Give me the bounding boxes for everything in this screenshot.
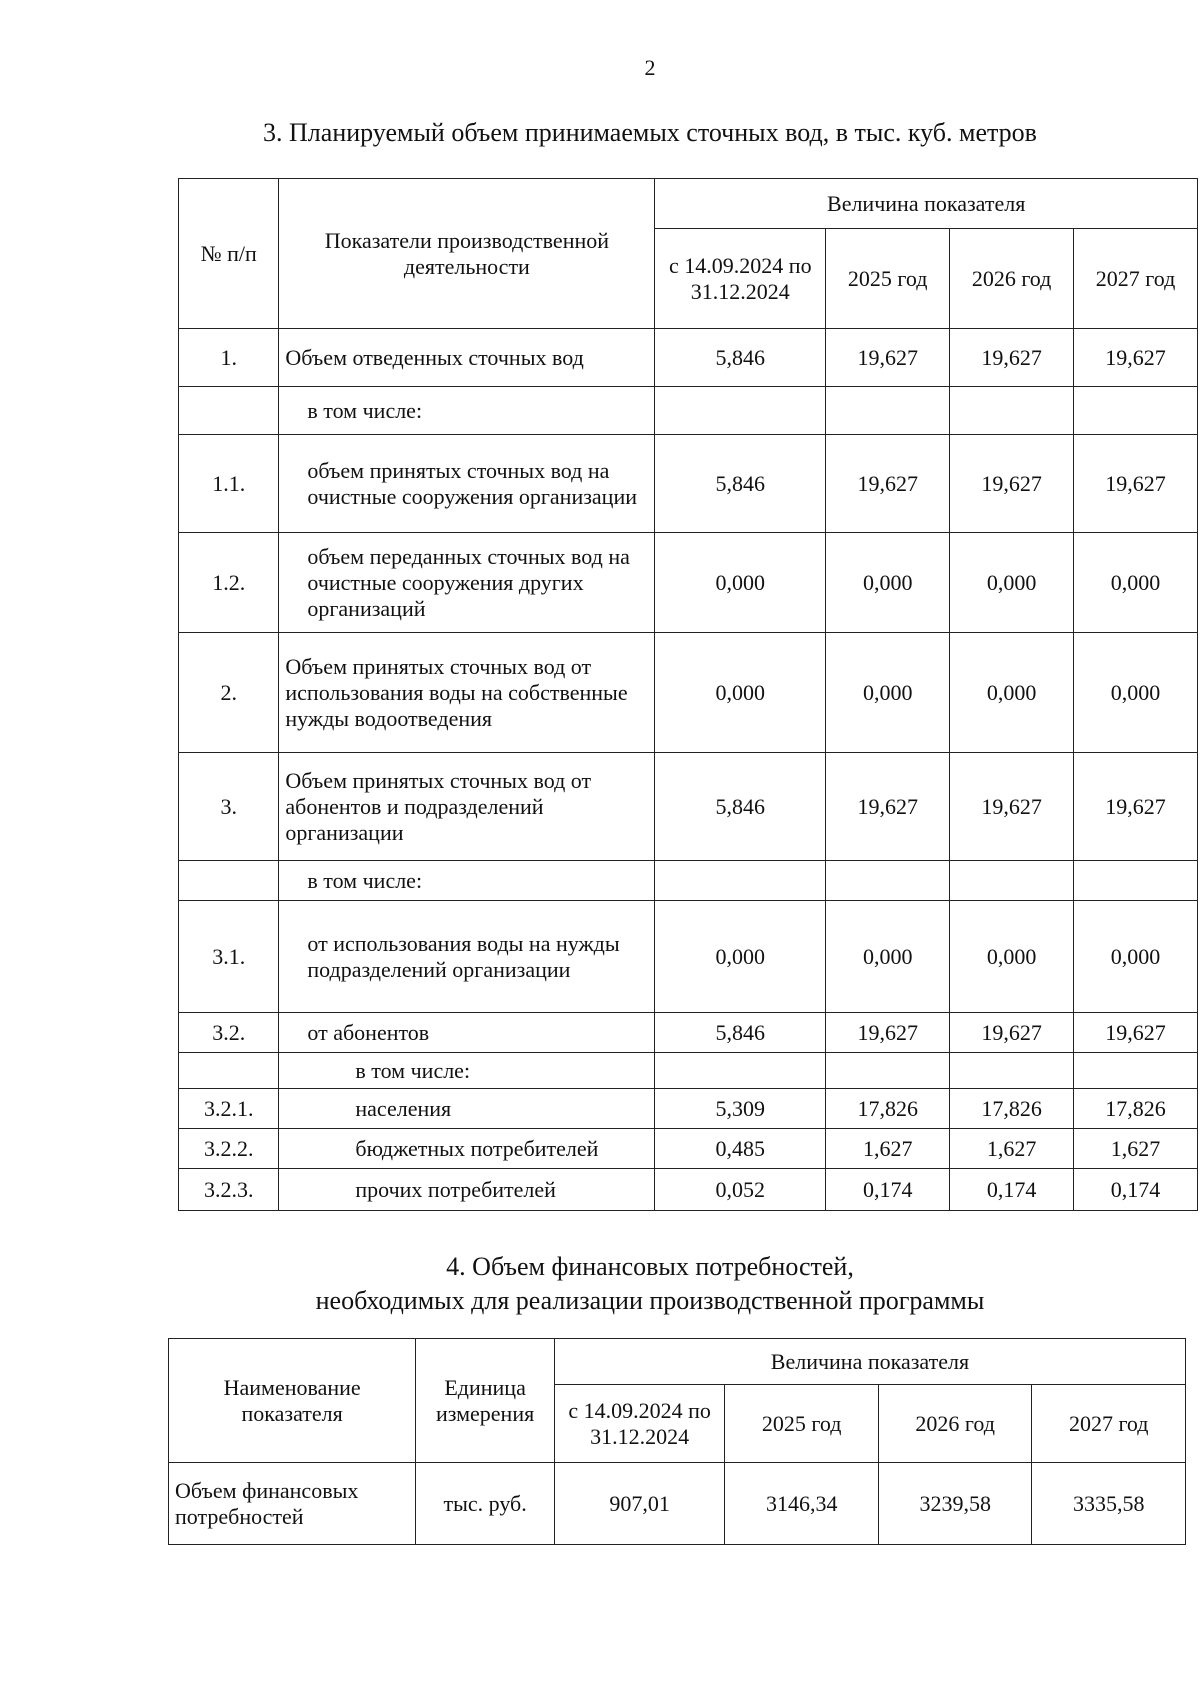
table-row [179, 1169, 1198, 1211]
row-label: в том числе: [279, 387, 655, 435]
row-num: 3.1. [179, 901, 279, 1013]
row-value: 19,627 [826, 1013, 950, 1053]
table-row [179, 861, 1198, 901]
row-value: 19,627 [1074, 1013, 1198, 1053]
row-value: 0,000 [826, 633, 950, 753]
row-value: 0,174 [950, 1169, 1074, 1211]
row-value: 0,052 [655, 1169, 826, 1211]
row-label: от использования воды на нужды подразделений организации [279, 901, 655, 1013]
row-value: 1,627 [950, 1129, 1074, 1169]
row-value: 5,846 [655, 1013, 826, 1053]
row-value [950, 861, 1074, 901]
row-label: населения [279, 1089, 655, 1129]
financial-needs-table [168, 1338, 1186, 1545]
row-label: прочих потребителей [279, 1169, 655, 1211]
row-num: 3.2. [179, 1013, 279, 1053]
row-value: 0,174 [1074, 1169, 1198, 1211]
row-value: 17,826 [1074, 1089, 1198, 1129]
row-num: 1.1. [179, 435, 279, 533]
row-value [826, 1053, 950, 1089]
row-num [179, 1053, 279, 1089]
row-value: 19,627 [1074, 753, 1198, 861]
row-value: 0,000 [1074, 901, 1198, 1013]
row-value: 17,826 [950, 1089, 1074, 1129]
row-value: 0,000 [950, 533, 1074, 633]
header-value-group: Величина показателя [554, 1339, 1185, 1385]
row-value: 5,309 [655, 1089, 826, 1129]
row-label: в том числе: [279, 861, 655, 901]
table-row [179, 901, 1198, 1013]
row-value [826, 861, 950, 901]
row-value: 3239,58 [878, 1463, 1032, 1545]
row-value: 0,000 [950, 901, 1074, 1013]
row-value: 0,000 [826, 901, 950, 1013]
row-value [826, 387, 950, 435]
row-label: бюджетных потребителей [279, 1129, 655, 1169]
header-period: 2025 год [826, 229, 950, 329]
header-period: 2027 год [1032, 1385, 1186, 1463]
table-row [179, 1089, 1198, 1129]
row-value [655, 387, 826, 435]
row-value: 3335,58 [1032, 1463, 1186, 1545]
row-value [950, 387, 1074, 435]
row-value: 1,627 [826, 1129, 950, 1169]
header-period: 2026 год [878, 1385, 1032, 1463]
row-label: объем переданных сточных вод на очистные сооружения других организаций [279, 533, 655, 633]
row-value: 17,826 [826, 1089, 950, 1129]
row-num [179, 387, 279, 435]
row-label: объем принятых сточных вод на очистные сооружения организации [279, 435, 655, 533]
section4-title-line2: необходимых для реализации производственной программы [315, 1286, 985, 1315]
row-value: 5,846 [655, 435, 826, 533]
section4-title [0, 1250, 1200, 1318]
row-label: Объем принятых сточных вод от использования воды на собственные нужды водоотведения [279, 633, 655, 753]
row-num: 3.2.1. [179, 1089, 279, 1129]
row-value: 0,174 [826, 1169, 950, 1211]
row-value: 0,000 [655, 633, 826, 753]
row-value [1074, 1053, 1198, 1089]
header-period: 2027 год [1074, 229, 1198, 329]
table-row [179, 387, 1198, 435]
row-value: 0,485 [655, 1129, 826, 1169]
row-label: от абонентов [279, 1013, 655, 1053]
row-num: 1.2. [179, 533, 279, 633]
header-period: 2026 год [950, 229, 1074, 329]
row-num: 2. [179, 633, 279, 753]
row-label: Объем отведенных сточных вод [279, 329, 655, 387]
row-value: 19,627 [950, 329, 1074, 387]
row-label: Объем финансовых потребностей [169, 1463, 416, 1545]
table-row [179, 1053, 1198, 1089]
row-value [950, 1053, 1074, 1089]
table-row [179, 1013, 1198, 1053]
row-value [1074, 861, 1198, 901]
table-row [179, 1129, 1198, 1169]
header-num: № п/п [179, 179, 279, 329]
row-value: 19,627 [826, 435, 950, 533]
row-value: 3146,34 [725, 1463, 879, 1545]
table-row [179, 533, 1198, 633]
row-value [1074, 387, 1198, 435]
row-value: 19,627 [1074, 435, 1198, 533]
header-unit: Единица измерения [416, 1339, 555, 1463]
table-row [179, 753, 1198, 861]
row-label: в том числе: [279, 1053, 655, 1089]
row-value [655, 861, 826, 901]
row-value: 19,627 [826, 753, 950, 861]
header-period: с 14.09.2024 по 31.12.2024 [554, 1385, 725, 1463]
table-row [169, 1463, 1186, 1545]
row-value: 0,000 [826, 533, 950, 633]
row-value: 19,627 [950, 435, 1074, 533]
row-value: 5,846 [655, 329, 826, 387]
row-value: 19,627 [1074, 329, 1198, 387]
row-value: 1,627 [1074, 1129, 1198, 1169]
row-value: 0,000 [1074, 633, 1198, 753]
row-value: 0,000 [655, 901, 826, 1013]
header-period: с 14.09.2024 по 31.12.2024 [655, 229, 826, 329]
row-num: 3.2.2. [179, 1129, 279, 1169]
row-value: 5,846 [655, 753, 826, 861]
row-value: 19,627 [950, 1013, 1074, 1053]
table-row [179, 329, 1198, 387]
section3-title: 3. Планируемый объем принимаемых сточных вод, в тыс. куб. метров [263, 118, 1037, 147]
header-period: 2025 год [725, 1385, 879, 1463]
row-value: 19,627 [950, 753, 1074, 861]
row-num: 3.2.3. [179, 1169, 279, 1211]
row-num: 1. [179, 329, 279, 387]
row-value: 0,000 [1074, 533, 1198, 633]
table-row [179, 435, 1198, 533]
table-row [179, 633, 1198, 753]
row-label: Объем принятых сточных вод от абонентов и подразделений организации [279, 753, 655, 861]
row-value: 19,627 [826, 329, 950, 387]
row-num: 3. [179, 753, 279, 861]
row-num [179, 861, 279, 901]
row-value: 0,000 [950, 633, 1074, 753]
header-name: Наименование показателя [169, 1339, 416, 1463]
wastewater-volume-table [178, 178, 1198, 1211]
header-value-group: Величина показателя [655, 179, 1198, 229]
row-unit: тыс. руб. [416, 1463, 555, 1545]
row-value: 0,000 [655, 533, 826, 633]
page-number: 2 [644, 55, 656, 80]
row-value [655, 1053, 826, 1089]
header-indicator: Показатели производственной деятельности [279, 179, 655, 329]
row-value: 907,01 [554, 1463, 725, 1545]
section4-title-line1: 4. Объем финансовых потребностей, [446, 1252, 854, 1281]
